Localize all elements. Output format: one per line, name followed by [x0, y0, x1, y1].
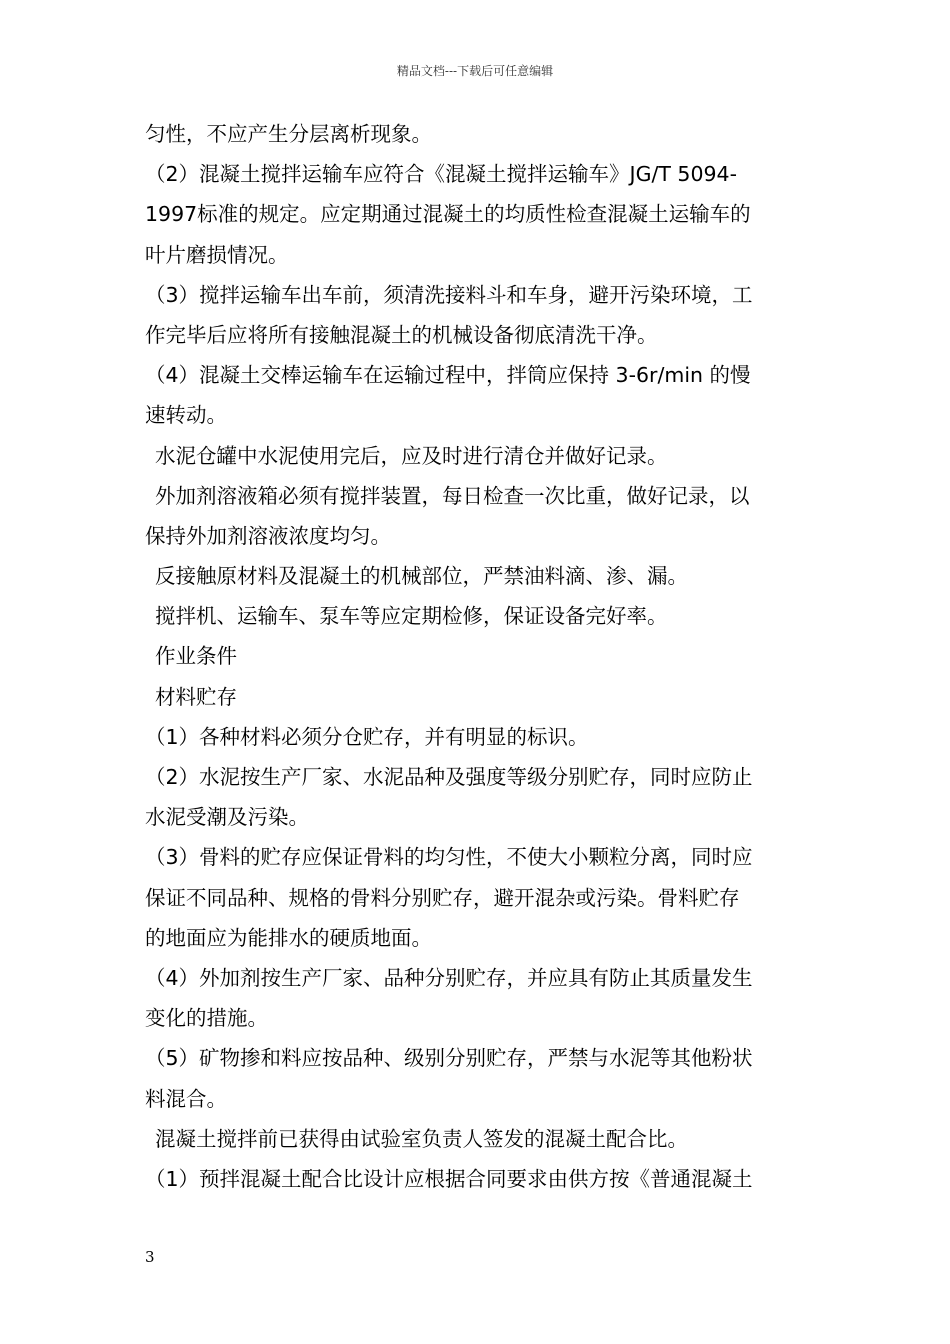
- text-line: 水泥仓罐中水泥使用完后，应及时进行清仓并做好记录。: [155, 443, 668, 468]
- text-line: （5）矿物掺和料应按品种、级别分别贮存，严禁与水泥等其他粉状: [145, 1046, 753, 1071]
- text-line: 作业条件: [155, 644, 237, 669]
- text-line: 速转动。: [145, 403, 227, 428]
- text-line: 反接触原材料及混凝土的机械部位，严禁油料滴、渗、漏。: [155, 564, 688, 589]
- text-line: 叶片磨损情况。: [145, 242, 289, 267]
- text-line: （1）各种材料必须分仓贮存，并有明显的标识。: [145, 724, 589, 749]
- text-line: （2）水泥按生产厂家、水泥品种及强度等级分别贮存，同时应防止: [145, 765, 753, 789]
- text-line: 材料贮存: [155, 684, 237, 709]
- text-line: 保持外加剂溶液浓度均匀。: [145, 523, 391, 548]
- text-line: （2）混凝土搅拌运输车应符合《混凝土搅拌运输车》JG/T 5094-: [145, 162, 737, 187]
- text-line: （4）混凝土交棒运输车在运输过程中，拌筒应保持 3-6r/min 的慢: [145, 363, 751, 388]
- text-line: 变化的措施。: [145, 1006, 268, 1031]
- text-line: 混凝土搅拌前已获得由试验室负责人签发的混凝土配合比。: [155, 1126, 688, 1151]
- text-line: 外加剂溶液箱必须有搅拌装置，每日检查一次比重，做好记录，以: [155, 483, 750, 508]
- text-line: 水泥受潮及污染。: [145, 805, 309, 830]
- text-line: （3）搅拌运输车出车前，须清洗接料斗和车身，避开污染环境，工: [145, 282, 753, 307]
- page-header: 精品文档---下载后可任意编辑: [396, 64, 554, 78]
- text-line: （3）骨料的贮存应保证骨料的均匀性，不使大小颗粒分离，同时应: [145, 845, 753, 870]
- text-line: 的地面应为能排水的硬质地面。: [145, 925, 432, 950]
- text-line: 搅拌机、运输车、泵车等应定期检修，保证设备完好率。: [155, 604, 668, 629]
- text-line: 作完毕后应将所有接触混凝土的机械设备彻底清洗干净。: [145, 322, 658, 347]
- text-line: 匀性，不应产生分层离析现象。: [145, 122, 432, 146]
- document-body: [145, 114, 810, 1199]
- text-line: 料混合。: [145, 1086, 227, 1111]
- text-line: 保证不同品种、规格的骨料分别贮存，避开混杂或污染。骨料贮存: [145, 885, 740, 910]
- text-line: （4）外加剂按生产厂家、品种分别贮存，并应具有防止其质量发生: [145, 965, 753, 990]
- page-number: 3: [145, 1248, 155, 1266]
- text-line: （1）预拌混凝土配合比设计应根据合同要求由供方按《普通混凝土: [145, 1166, 753, 1191]
- text-line: 1997标准的规定。应定期通过混凝土的均质性检查混凝土运输车的: [145, 202, 751, 227]
